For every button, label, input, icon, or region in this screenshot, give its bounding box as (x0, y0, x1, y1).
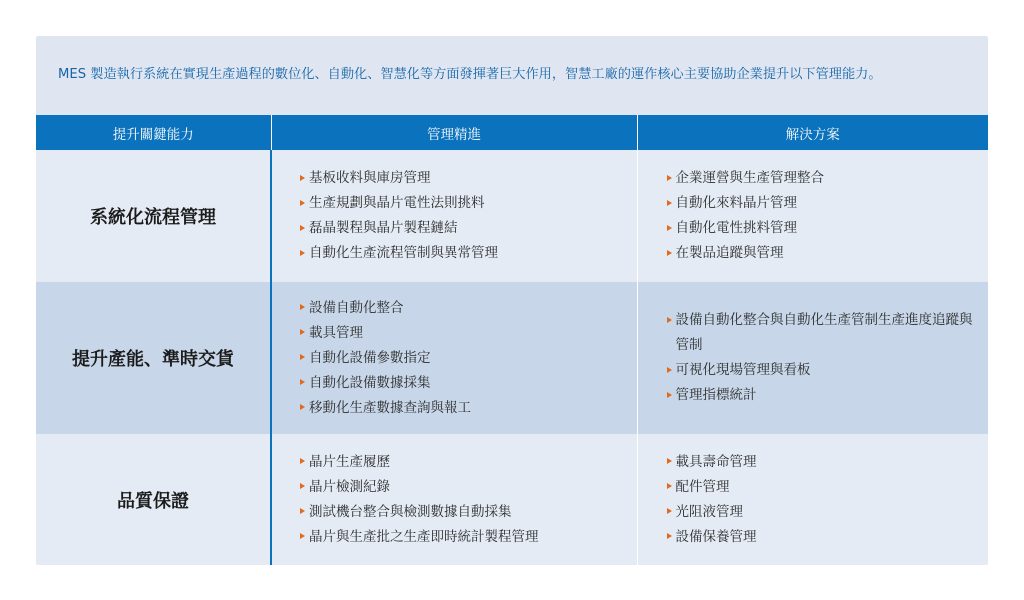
list-item: 移動化生產數據查詢與報工 (300, 396, 637, 421)
intro-text: MES 製造執行系統在實現生產過程的數位化、自動化、智慧化等方面發揮著巨大作用，智慧工廠的運作核心主要協助企業提升以下管理能力。 (58, 67, 882, 82)
solutions-list (638, 308, 989, 408)
list-item: 晶片生產履歷 (300, 450, 637, 475)
list-item: 載具壽命管理 (667, 450, 989, 475)
solutions-list (638, 450, 989, 550)
management-cell (271, 282, 637, 434)
management-list (272, 450, 637, 550)
list-item: 自動化來料晶片管理 (667, 191, 989, 216)
list-item: 配件管理 (667, 475, 989, 500)
list-item: 設備自動化整合與自動化生產管制生產進度追蹤與管制 (667, 308, 989, 358)
list-item: 自動化生產流程管制與異常管理 (300, 241, 637, 266)
solutions-cell (637, 150, 988, 282)
header-management: 管理精進 (271, 115, 637, 150)
list-item: 可視化現場管理與看板 (667, 358, 989, 383)
list-item: 自動化電性挑料管理 (667, 216, 989, 241)
table-header-row (36, 115, 988, 150)
mes-capability-card (36, 36, 988, 565)
table-row (36, 150, 988, 282)
management-list (272, 296, 637, 421)
list-item: 自動化設備參數指定 (300, 346, 637, 371)
table-row (36, 434, 988, 565)
capability-table (36, 115, 988, 565)
list-item: 晶片檢測紀錄 (300, 475, 637, 500)
list-item: 基板收料與庫房管理 (300, 166, 637, 191)
list-item: 載具管理 (300, 321, 637, 346)
list-item: 生產規劃與晶片電性法則挑料 (300, 191, 637, 216)
list-item: 測試機台整合與檢測數據自動採集 (300, 500, 637, 525)
list-item: 在製品追蹤與管理 (667, 241, 989, 266)
list-item: 管理指標統計 (667, 383, 989, 408)
solutions-cell (637, 434, 988, 565)
management-list (272, 166, 637, 266)
capability-cell: 提升產能、準時交貨 (36, 282, 271, 434)
list-item: 光阻液管理 (667, 500, 989, 525)
solutions-list (638, 166, 989, 266)
management-cell (271, 150, 637, 282)
list-item: 設備保養管理 (667, 525, 989, 550)
list-item: 設備自動化整合 (300, 296, 637, 321)
header-capability: 提升關鍵能力 (36, 115, 271, 150)
header-solutions: 解決方案 (637, 115, 988, 150)
list-item: 自動化設備數據採集 (300, 371, 637, 396)
capability-cell: 系統化流程管理 (36, 150, 271, 282)
list-item: 企業運營與生產管理整合 (667, 166, 989, 191)
solutions-cell (637, 282, 988, 434)
table-row (36, 282, 988, 434)
list-item: 晶片與生產批之生產即時統計製程管理 (300, 525, 637, 550)
capability-cell: 品質保證 (36, 434, 271, 565)
list-item: 磊晶製程與晶片製程鏈結 (300, 216, 637, 241)
management-cell (271, 434, 637, 565)
